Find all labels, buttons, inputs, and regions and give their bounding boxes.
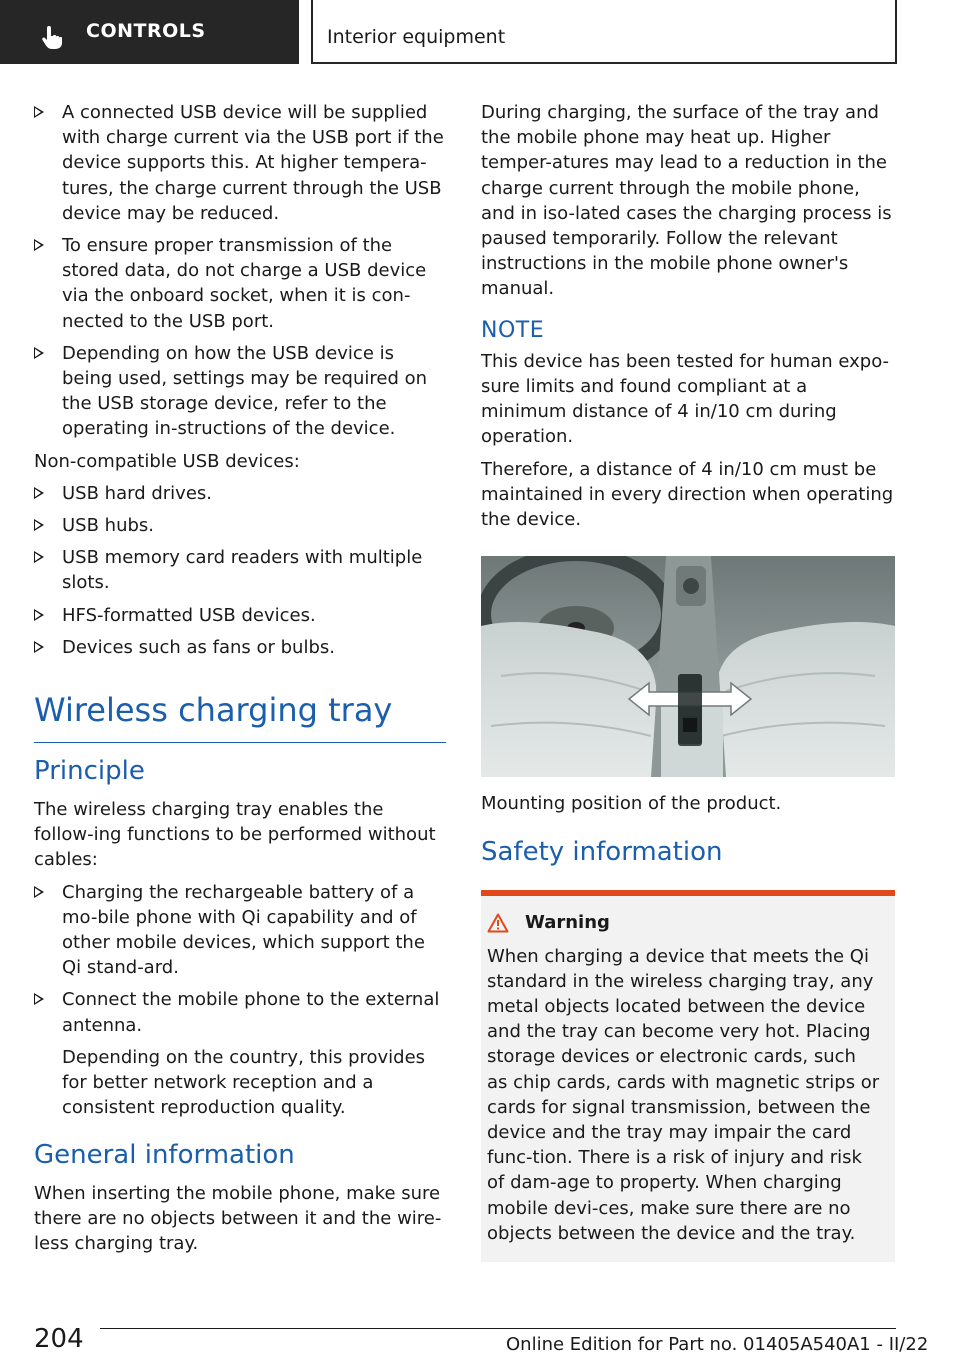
safety-info-heading: Safety information <box>481 837 723 868</box>
list-item: USB hubs. <box>34 513 446 538</box>
note-text-2: Therefore, a distance of 4 in/10 cm must be maintained in every direction when operating the device. <box>481 458 894 531</box>
note-text-1: This device has been tested for human expo-sure limits and found compliant at a minimum distance of 4 in/10 cm during operation. <box>481 350 890 448</box>
section-header <box>311 0 897 64</box>
chapter-tab <box>0 0 299 64</box>
principle-heading: Principle <box>34 756 145 787</box>
warning-text: When charging a device that meets the Qi standard in the wireless charging tray, any metal objects located between the device and the tray can become very hot. Placing storage devices or electronic cards, such as chip cards, cards with magnetic strips or cards for signal transmission, between the device and the tray may impair the card func-tion. There is a risk of injury and risk of dam-age to property. When charging mobile devi-ces, make sure there are no objects between the device and the tray. <box>487 945 880 1244</box>
principle-indent-text: Depending on the country, this provides for better network reception and a consistent reproduction quality. <box>62 1046 426 1119</box>
triangle-bullet-icon <box>34 551 44 563</box>
list-item: USB memory card readers with multiple slots. <box>34 545 446 595</box>
warning-title: Warning <box>525 912 610 934</box>
general-info-text: When inserting the mobile phone, make sure there are no objects between it and the wire-less charging tray. <box>34 1182 442 1254</box>
right-column <box>481 100 895 1262</box>
triangle-bullet-icon <box>34 886 44 898</box>
list-item: Charging the rechargeable battery of a mo-bile phone with Qi capability and of other mobile devices, which support the Qi stand-ard. <box>34 880 446 981</box>
heading-divider <box>34 742 446 743</box>
list-item: A connected USB device will be supplied with charge current via the USB port if the device supports this. At higher tempera-tures, the charge current through the USB device may be reduced. <box>34 100 446 226</box>
triangle-bullet-icon <box>34 609 44 621</box>
triangle-bullet-icon <box>34 519 44 531</box>
triangle-bullet-icon <box>34 993 44 1005</box>
principle-text: The wireless charging tray enables the follow-ing functions to be performed without cables: <box>34 799 436 871</box>
photo-caption: Mounting position of the product. <box>481 793 782 815</box>
mounting-position-photo <box>481 556 895 777</box>
noncompatible-intro: Non-compatible USB devices: <box>34 450 300 472</box>
triangle-bullet-icon <box>34 347 44 359</box>
triangle-bullet-icon <box>34 487 44 499</box>
note-heading: NOTE <box>481 317 545 343</box>
heat-text: During charging, the surface of the tray and the mobile phone may heat up. Higher temper-atures may lead to a reduction in the charge current through the mobile phone, and in iso-lated cases the charging process is paused temporarily. Follow the relevant instructions in the mobile phone owner's manual. <box>481 102 892 300</box>
warning-title-row <box>487 910 881 935</box>
list-item: Devices such as fans or bulbs. <box>34 635 446 660</box>
page-number: 204 <box>34 1324 84 1354</box>
footer-divider <box>100 1328 896 1329</box>
chapter-label: CONTROLS <box>86 20 206 42</box>
triangle-bullet-icon <box>34 641 44 653</box>
hand-pointer-icon <box>40 24 66 50</box>
warning-triangle-icon <box>487 913 509 933</box>
list-item: HFS-formatted USB devices. <box>34 603 446 628</box>
general-info-heading: General information <box>34 1139 295 1170</box>
list-item: Connect the mobile phone to the external antenna. <box>34 987 446 1037</box>
section-label: Interior equipment <box>327 26 506 48</box>
triangle-bullet-icon <box>34 239 44 251</box>
list-item: USB hard drives. <box>34 481 446 506</box>
list-item: Depending on how the USB device is being used, settings may be required on the USB storage device, refer to the operating in-structions of the device. <box>34 341 446 442</box>
wireless-charging-heading: Wireless charging tray <box>34 691 393 730</box>
list-item: To ensure proper transmission of the stored data, do not charge a USB device via the onboard socket, when it is con-nected to the USB port. <box>34 233 446 334</box>
left-column <box>34 100 446 1263</box>
footer-edition: Online Edition for Part no. 01405A540A1 - II/22 <box>506 1334 929 1355</box>
warning-box <box>481 890 895 1262</box>
triangle-bullet-icon <box>34 106 44 118</box>
